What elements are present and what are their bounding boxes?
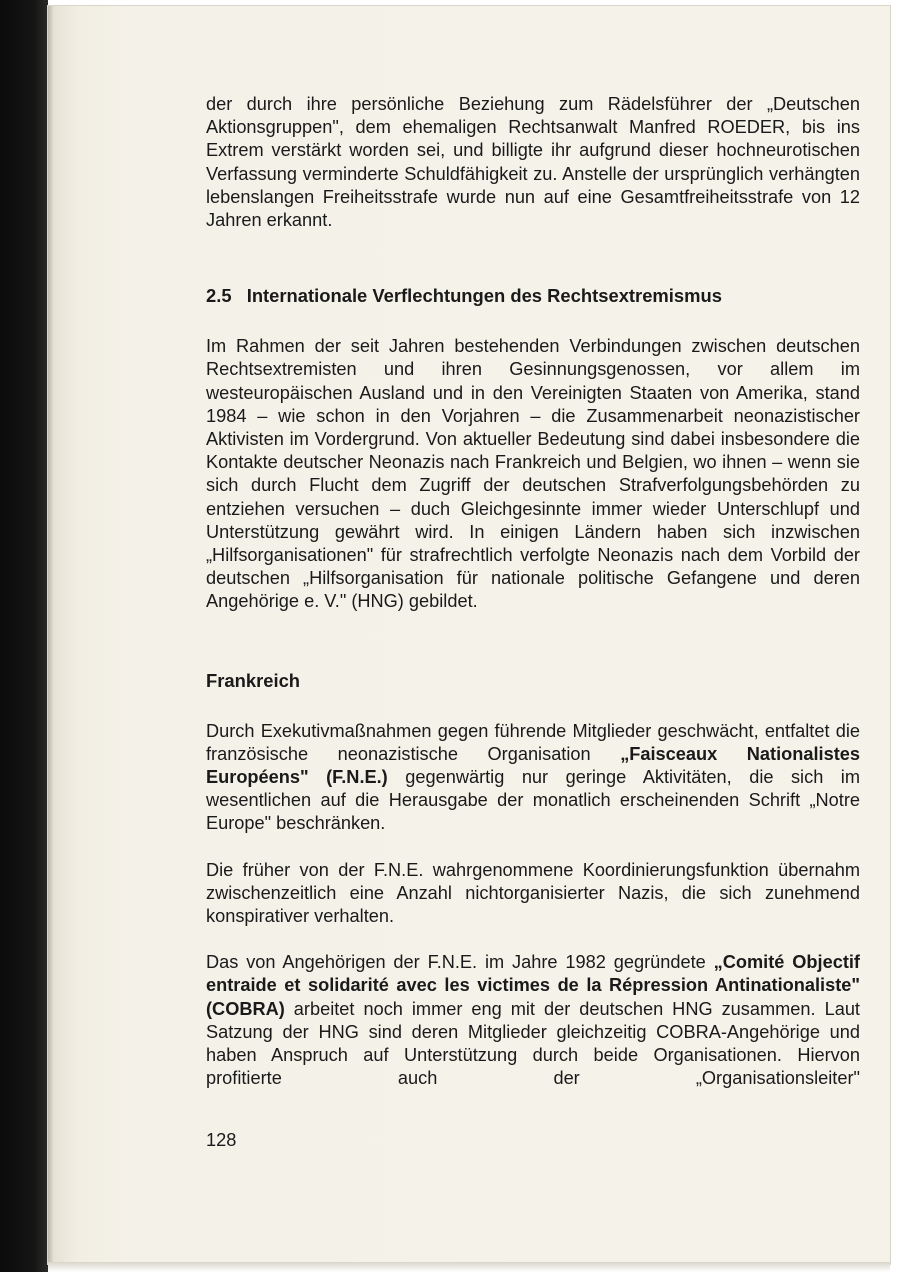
section-number: 2.5 [206, 285, 232, 307]
frankreich-paragraph-2: Die früher von der F.N.E. wahrgenommene Koordinierungsfunktion übernahm zwischenzeitlich eine Anzahl nichtorganisierter Nazis, die sich zunehmend konspirativer verhalten. [206, 859, 860, 927]
frankreich-paragraph-1 [206, 720, 860, 836]
frankreich-p1-text-before: Durch Exekutivmaßnahmen gegen führende Mitglieder geschwächt, entfaltet die französische neonazistische Organisation [206, 720, 860, 764]
book-binding-shadow [0, 0, 48, 1272]
frankreich-p1-text-after: gegenwärtig nur geringe Aktivitäten, die sich im wesentlichen auf die Herausgabe der monatlich erscheinenden Schrift „Notre Europe" beschränken. [206, 767, 860, 834]
section-title: Internationale Verflechtungen des Rechtsextremismus [246, 285, 722, 307]
subsection-heading: Frankreich [206, 669, 301, 691]
cobra-organisation-name: „Comité Objectif entraide et solidarité avec les victimes de la Répression Antinationaliste" (COBRA) [206, 952, 860, 1019]
frankreich-paragraph-3 [206, 951, 860, 1090]
page-content [206, 93, 860, 1091]
page-number: 128 [206, 1130, 237, 1150]
section-heading [206, 284, 860, 307]
frankreich-p3-text-after: arbeitet noch immer eng mit der deutschen HNG zusammen. Laut Satzung der HNG sind deren Mitglieder gleichzeitig COBRA-Angehörige und haben Anspruch auf Unterstützung durch beide Organisationen. Hiervon profitierte auch der „Organisationsleiter" [206, 998, 860, 1089]
fne-organisation-name: „Faisceaux Nationalistes Européens" (F.N.E.) [206, 743, 860, 788]
page-bottom-edge [48, 1262, 890, 1272]
frankreich-p3-text-before: Das von Angehörigen der F.N.E. im Jahre 1982 gegründete [206, 952, 714, 973]
intro-paragraph: der durch ihre persönliche Beziehung zum Rädelsführer der „Deutschen Aktionsgruppen", dem ehemaligen Rechtsanwalt Manfred ROEDER, bis ins Extrem verstärkt worden sei, und billigte ihr aufgrund dieser hochneurotischen Verfassung verminderte Schuldfähigkeit zu. Anstelle der ursprünglich verhängten lebenslangen Freiheitsstrafe wurde nun auf eine Gesamtfreiheitsstrafe von 12 Jahren erkannt. [206, 94, 860, 231]
section-paragraph: Im Rahmen der seit Jahren bestehenden Verbindungen zwischen deutschen Rechtsextremisten und ihren Gesinnungsgenossen, vor allem im westeuropäischen Ausland und in den Vereinigten Staaten von Amerika, stand 1984 – wie schon in den Vorjahren – die Zusammenarbeit neonazistischer Aktivisten im Vordergrund. Von aktueller Bedeutung sind dabei insbesondere die Kontakte deutscher Neonazis nach Frankreich und Belgien, wo ihnen – wenn sie sich durch Flucht dem Zugriff der deutschen Strafverfolgungsbehörden zu entziehen versuchen – duch Gleichgesinnte immer wieder Unterschlupf und Unterstützung gewährt wird. In einigen Ländern haben sich inzwischen „Hilfsorganisationen" für strafrechtlich verfolgte Neonazis nach dem Vorbild der deutschen „Hilfsorganisation für nationale politische Gefangene und deren Angehörige e. V." (HNG) gebildet. [206, 336, 860, 612]
page-gutter [48, 6, 54, 1264]
